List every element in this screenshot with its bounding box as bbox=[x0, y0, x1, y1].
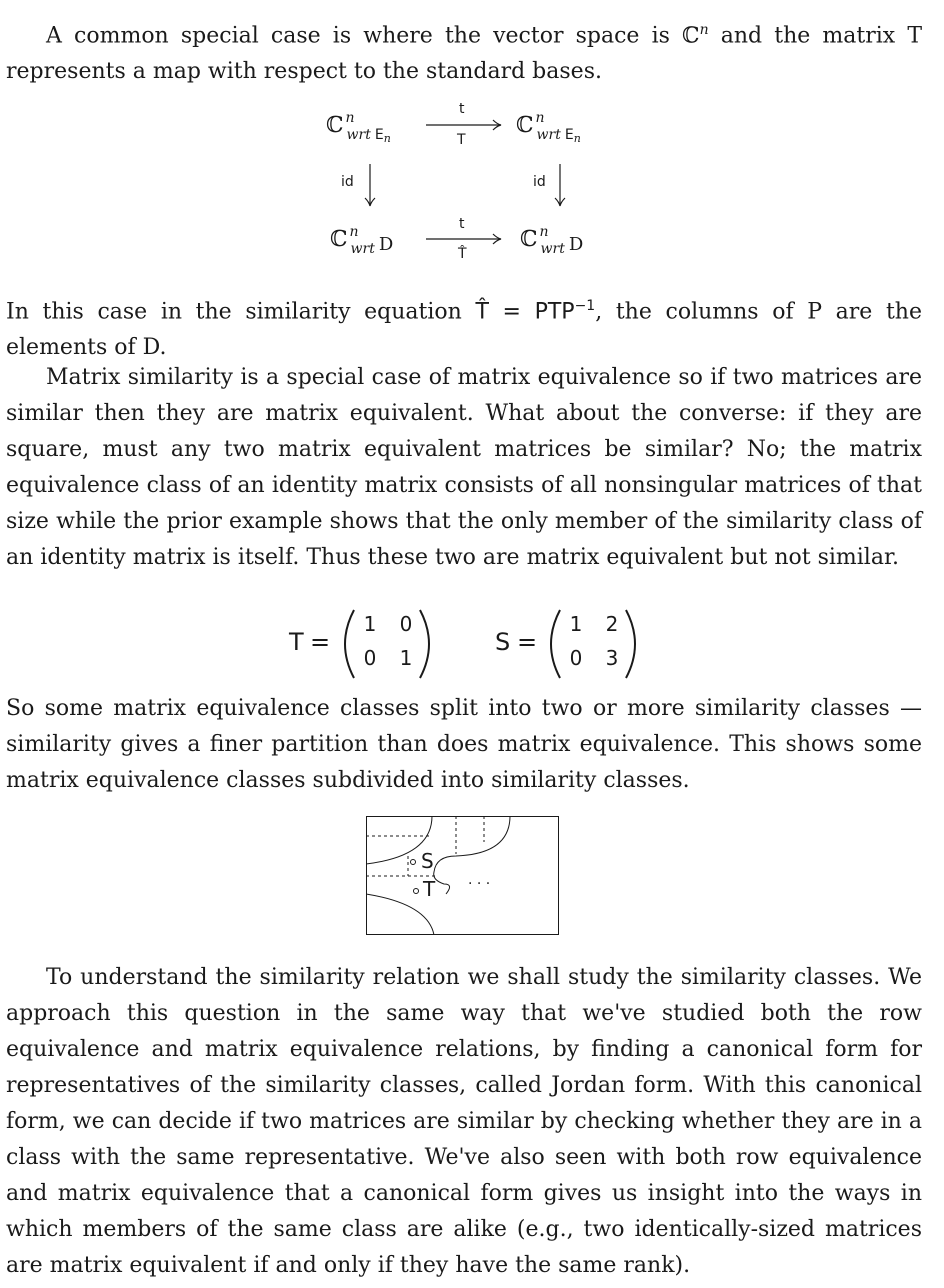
matrix-t-entry: 1 bbox=[363, 612, 377, 636]
matrix-t-equals: = bbox=[310, 628, 331, 656]
matrix-t-entry: 0 bbox=[363, 646, 377, 670]
node-space: ℂ bbox=[326, 113, 344, 138]
partition-figure bbox=[366, 816, 559, 935]
matrix-s-right-paren bbox=[626, 610, 635, 678]
paragraph-finer-partition: So some matrix equivalence classes split into two or more similarity classes — similarity gives a finer partition than does matrix equivalence. This shows some matrix equivalence classes subdivided into similarity classes. bbox=[6, 696, 922, 793]
top-arrow-label-below: T bbox=[457, 132, 466, 148]
node-basis: D bbox=[568, 234, 584, 255]
partition-lines bbox=[366, 816, 559, 935]
node-wrt: wrt bbox=[346, 127, 371, 143]
matrix-s-entry: 3 bbox=[605, 646, 619, 670]
matrix-t-entry: 0 bbox=[399, 612, 413, 636]
partition-ellipsis: · · · bbox=[468, 876, 491, 892]
matrix-t-entry: 1 bbox=[399, 646, 413, 670]
partition-label-s: S bbox=[421, 849, 434, 873]
matrix-s-point bbox=[411, 860, 416, 865]
node-basis: E bbox=[564, 127, 574, 143]
similarity-equation: T̂ = PTP bbox=[475, 299, 575, 325]
equation-text-start: In this case in the similarity equation bbox=[6, 299, 476, 325]
matrix-s-name: S bbox=[495, 628, 511, 656]
matrix-t-left-paren bbox=[345, 610, 354, 678]
diagram-arrows bbox=[0, 0, 944, 280]
equation-text-end: , the columns of P are the elements of D. bbox=[6, 299, 922, 361]
matrix-parentheses bbox=[0, 604, 944, 684]
matrix-s-entry: 1 bbox=[569, 612, 583, 636]
node-exp: n bbox=[345, 110, 355, 126]
left-arrow-label: id bbox=[341, 174, 354, 190]
bottom-arrow-label-above: t bbox=[459, 216, 465, 232]
intro-text-start: A common special case is where the vector space is bbox=[46, 23, 683, 49]
complex-space-symbol: ℂ bbox=[682, 23, 700, 49]
top-arrow-label-above: t bbox=[459, 101, 465, 117]
node-wrt: wrt bbox=[540, 241, 565, 257]
matrix-s-left-paren bbox=[551, 610, 560, 678]
similarity-equation-exponent: −1 bbox=[574, 298, 596, 314]
node-exp: n bbox=[535, 110, 545, 126]
node-wrt: wrt bbox=[350, 241, 375, 257]
node-exp: n bbox=[349, 224, 359, 240]
node-basis: D bbox=[378, 234, 394, 255]
matrix-s-entry: 0 bbox=[569, 646, 583, 670]
node-wrt: wrt bbox=[536, 127, 561, 143]
matrix-t-point bbox=[414, 889, 419, 894]
partition-frame bbox=[367, 817, 559, 935]
matrix-s-entry: 2 bbox=[605, 612, 619, 636]
partition-label-t: T bbox=[423, 877, 436, 901]
intro-text-end: and the matrix T represents a map with respect to the standard bases. bbox=[6, 23, 922, 85]
matrix-s-equals: = bbox=[517, 628, 538, 656]
node-basis: E bbox=[374, 127, 384, 143]
commutative-diagram bbox=[0, 0, 944, 280]
node-space: ℂ bbox=[330, 227, 348, 252]
node-space: ℂ bbox=[516, 113, 534, 138]
node-basis-sub: n bbox=[573, 132, 581, 145]
paragraph-similarity-equation bbox=[6, 288, 922, 366]
matrix-t-name: T bbox=[289, 628, 304, 656]
node-exp: n bbox=[539, 224, 549, 240]
bottom-arrow-label-below: T̂ bbox=[458, 246, 467, 262]
paragraph-converse: Matrix similarity is a special case of matrix equivalence so if two matrices are similar then they are matrix equivalent. What about the converse: if they are square, must any two matrix equivalent matrices be similar? No; the matrix equivalence class of an identity matrix consists of all nonsingular matrices of that size while the prior example shows that the only member of the similarity class of an identity matrix is itself. Thus these two are matrix equivalent but not similar. bbox=[6, 365, 922, 570]
right-arrow-label: id bbox=[533, 174, 546, 190]
matrix-t-right-paren bbox=[420, 610, 429, 678]
complex-space-exponent: n bbox=[699, 22, 709, 38]
matrix-examples bbox=[0, 604, 944, 684]
paragraph-jordan-form: To understand the similarity relation we shall study the similarity classes. We approach this question in the same way that we've studied both the row equivalence and matrix equivalence relations, by finding a canonical form for representatives of the similarity classes, called Jordan form. With this canonical form, we can decide if two matrices are similar by checking whether they are in a class with the same representative. We've also seen with both row equivalence and matrix equivalence that a canonical form gives us insight into the ways in which members of the same class are alike (e.g., two identically-sized matrices are matrix equivalent if and only if they have the same rank). bbox=[6, 965, 922, 1278]
node-space: ℂ bbox=[520, 227, 538, 252]
node-basis-sub: n bbox=[383, 132, 391, 145]
